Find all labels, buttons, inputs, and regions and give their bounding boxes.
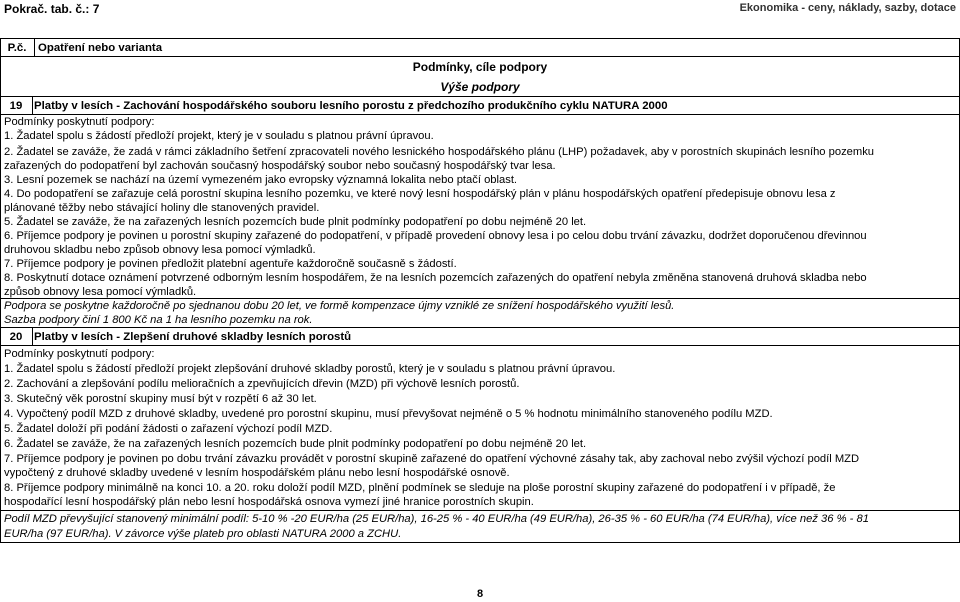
condition-line: 5. Žadatel doloží při podání žádosti o zařazení výchozí podíl MZD. bbox=[4, 423, 333, 435]
condition-line: 7. Příjemce podpory je povinen po dobu trvání závazku provádět v porostní skupině zařazené do opatření výchovné zásahy tak, aby zachoval nebo zvýšil výchozí podíl MZD bbox=[4, 453, 860, 465]
amount-line: Sazba podpory činí 1 800 Kč na 1 ha lesního pozemku na rok. bbox=[4, 314, 313, 326]
page-number: 8 bbox=[476, 588, 484, 600]
col-pc: P.č. bbox=[7, 42, 27, 54]
table-continuation-label: Pokrač. tab. č.: 7 bbox=[4, 2, 100, 16]
condition-line: 4. Do podopatření se zařazuje celá porostní skupina lesního pozemku, ve které nový lesní hospodářský plán v plánu hospodářských opatření předepisuje obnovu lesa z bbox=[4, 188, 836, 200]
condition-line: 8. Příjemce podpory minimálně na konci 10. a 20. roku doloží podíl MZD, plnění podmínek se sleduje na ploše porostní skupiny zařazené do podopatření i v případě, že bbox=[4, 482, 836, 494]
condition-line: 7. Příjemce podpory je povinen předložit platební agentuře každoročně současně s žádostí. bbox=[4, 258, 457, 270]
condition-line: způsob obnovy lesa pomocí výmladků. bbox=[4, 286, 197, 298]
measure-20-title: Platby v lesích - Zlepšení druhové skladby lesních porostů bbox=[34, 331, 352, 343]
condition-line: zařazených do podopatření byl zachován současný hospodářský soubor nebo současný hospodářský tvar lesa. bbox=[4, 160, 556, 172]
condition-line: vypočtený z druhové skladby uvedené v lesním hospodářském plánu nebo lesní hospodářské osnově. bbox=[4, 467, 510, 479]
condition-line: 3. Skutečný věk porostní skupiny musí být v rozpětí 6 až 30 let. bbox=[4, 393, 317, 405]
condition-line: hospodařící lesní hospodářský plán nebo lesní hospodářská osnova vymezí jiné hranice porostních skupin. bbox=[4, 496, 534, 508]
col-measure: Opatření nebo varianta bbox=[38, 42, 163, 54]
condition-line: 1. Žadatel spolu s žádostí předloží projekt, který je v souladu s platnou právní úpravou. bbox=[4, 130, 434, 142]
condition-line: 4. Vypočtený podíl MZD z druhové skladby, uvedené pro porostní skupinu, musí převyšovat nejméně o 5 % hodnotu minimálního stanoveného podílu MZD. bbox=[4, 408, 773, 420]
condition-line: 2. Žadatel se zaváže, že zadá v rámci základního šetření zpracovateli nového lesnického hospodářského plánu (LHP) požadavek, aby v porostních skupinách lesního pozemku bbox=[4, 146, 875, 158]
condition-line: 8. Poskytnutí dotace oznámení potvrzené odborným lesním hospodářem, že na lesních pozemcích zařazených do opatření nebyla změněna stanovená druhová skladba nebo bbox=[4, 272, 867, 284]
col-conditions: Podmínky, cíle podpory bbox=[412, 60, 548, 74]
condition-line: 3. Lesní pozemek se nachází na území vymezeném jako evropsky významná lokalita nebo ptačí oblast. bbox=[4, 174, 518, 186]
condition-line: Podmínky poskytnutí podpory: bbox=[4, 348, 155, 360]
condition-line: 1. Žadatel spolu s žádostí předloží projekt zlepšování druhové skladby porostů, který je v souladu s platnou právní úpravou. bbox=[4, 363, 616, 375]
amount-line: EUR/ha (97 EUR/ha). V závorce výše plateb pro oblasti NATURA 2000 a ZCHU. bbox=[4, 528, 402, 540]
measure-19-number: 19 bbox=[9, 100, 23, 112]
condition-line: Podmínky poskytnutí podpory: bbox=[4, 116, 155, 128]
amount-line: Podpora se poskytne každoročně po sjednanou dobu 20 let, ve formě kompenzace újmy vzniklé ze snížení hospodářského využití lesů. bbox=[4, 300, 675, 312]
col-amount: Výše podpory bbox=[440, 80, 520, 94]
measure-19-title: Platby v lesích - Zachování hospodářského souboru lesního porostu z předchozího produkčního cyklu NATURA 2000 bbox=[34, 100, 668, 112]
measure-20-number: 20 bbox=[9, 331, 23, 343]
condition-line: 5. Žadatel se zaváže, že na zařazených lesních pozemcích bude plnit podmínky podopatření po dobu nejméně 20 let. bbox=[4, 216, 587, 228]
condition-line: 2. Zachování a zlepšování podílu melioračních a zpevňujících dřevin (MZD) při výchově lesních porostů. bbox=[4, 378, 520, 390]
condition-line: plánované těžby nebo stávající holiny dle stanovených pravidel. bbox=[4, 202, 320, 214]
section-title: Ekonomika - ceny, náklady, sazby, dotace bbox=[739, 2, 956, 14]
condition-line: 6. Příjemce podpory je povinen u porostní skupiny zařazené do podopatření, v případě provedení obnovy lesa i po celou dobu trvání závazku, dodržet doporučenou dřevinnou bbox=[4, 230, 867, 242]
condition-line: 6. Žadatel se zaváže, že na zařazených lesních pozemcích bude plnit podmínky podopatření po dobu nejméně 20 let. bbox=[4, 438, 587, 450]
condition-line: druhovou skladbu nebo způsob obnovy lesa pomocí výmladků. bbox=[4, 244, 316, 256]
amount-line: Podíl MZD převyšující stanovený minimální podíl: 5-10 % -20 EUR/ha (25 EUR/ha), 16-25 % - 40 EUR/ha (49 EUR/ha), 26-35 % - 60 EUR/ha (74 EUR/ha), více než 36 % - 81 bbox=[4, 513, 869, 525]
